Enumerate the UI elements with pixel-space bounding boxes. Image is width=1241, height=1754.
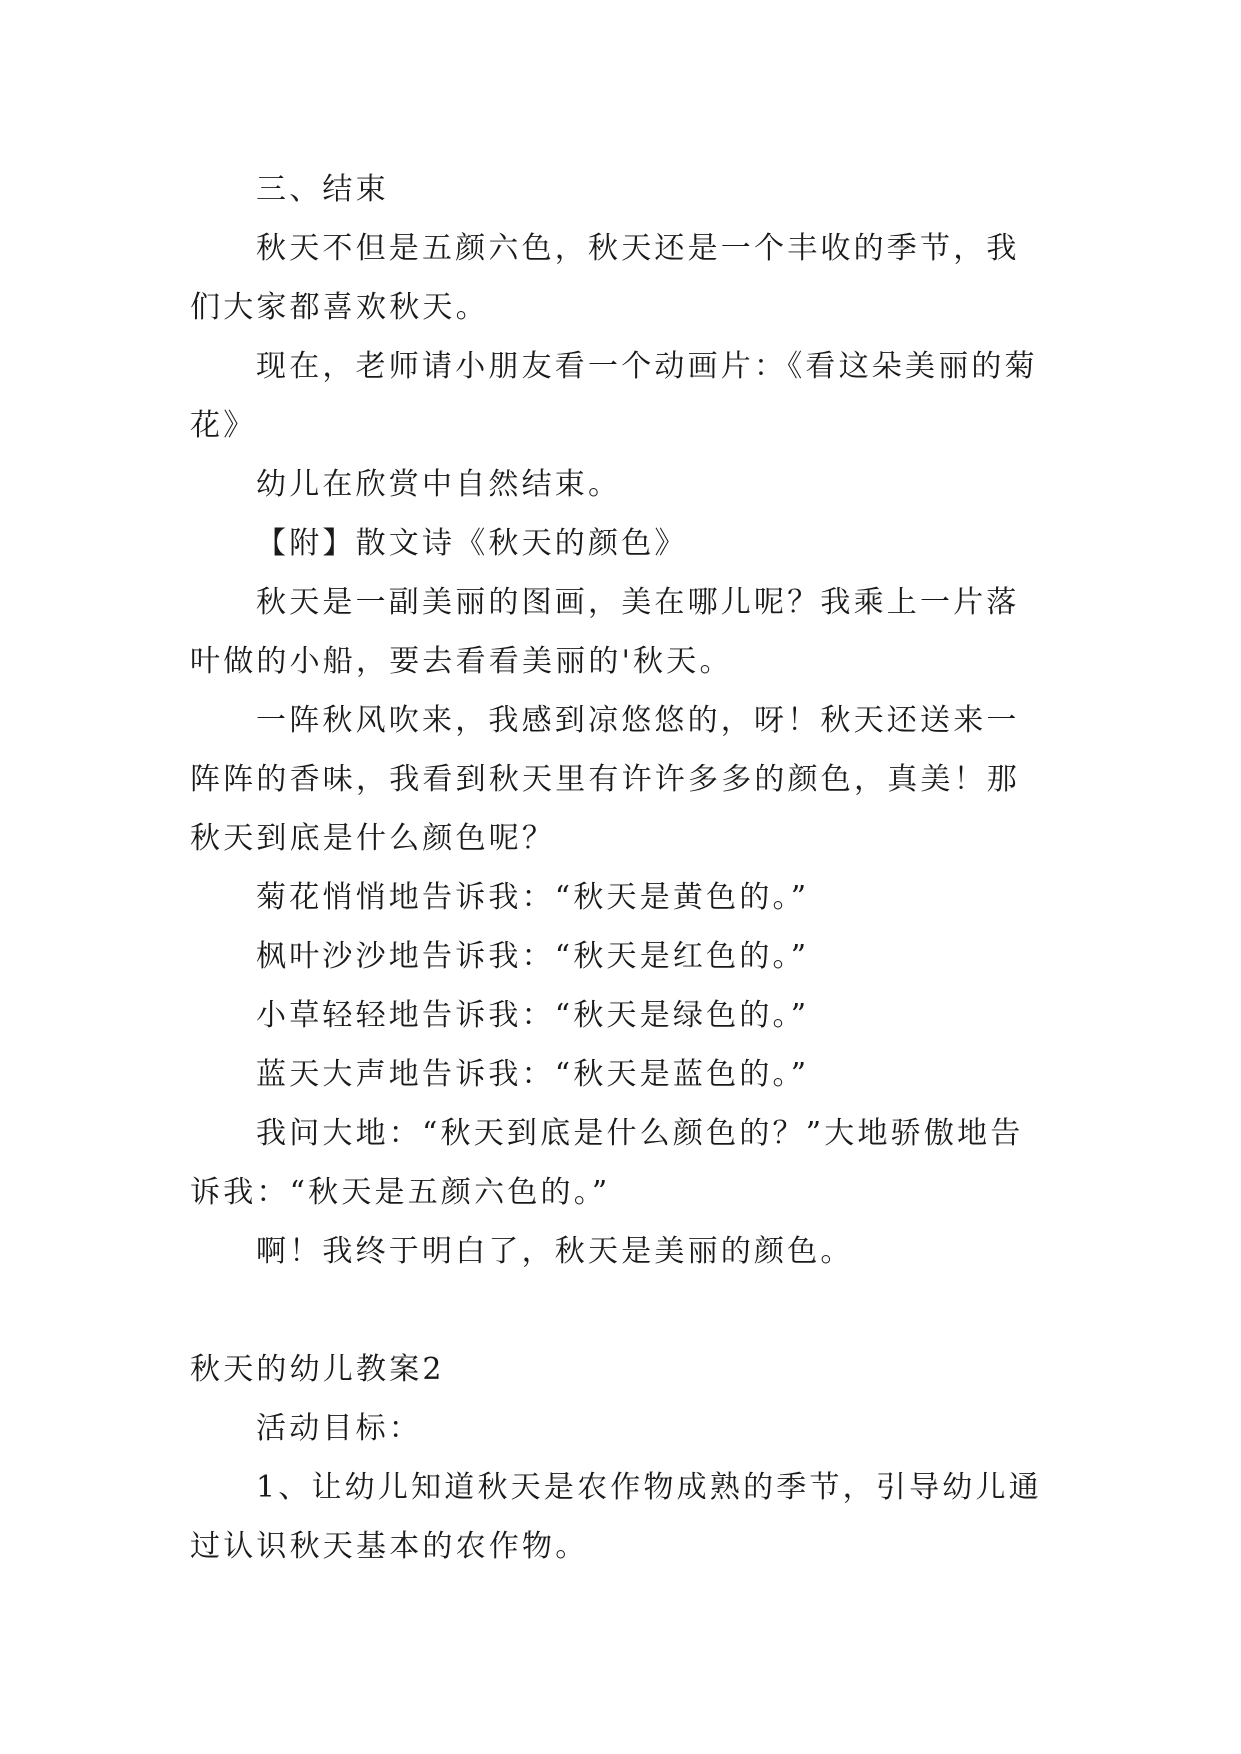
poem-line: 枫叶沙沙地告诉我：“秋天是红色的。” xyxy=(256,939,810,974)
section-heading-ending: 三、结束 xyxy=(256,172,389,207)
poem-paragraph: 一阵秋风吹来，我感到凉悠悠的，呀！秋天还送来一阵阵的香味，我看到秋天里有许许多多的颜色，真美！那秋天到底是什么颜色呢？ xyxy=(190,703,1020,856)
activity-goal-item: 1、让幼儿知道秋天是农作物成熟的季节，引导幼儿通过认识秋天基本的农作物。 xyxy=(190,1470,1042,1564)
paragraph: 幼儿在欣赏中自然结束。 xyxy=(256,467,622,502)
poem-paragraph: 啊！我终于明白了，秋天是美丽的颜色。 xyxy=(256,1234,854,1269)
poem-line: 菊花悄悄地告诉我：“秋天是黄色的。” xyxy=(256,880,810,915)
paragraph: 现在，老师请小朋友看一个动画片：《看这朵美丽的菊花》 xyxy=(190,349,1038,443)
document-body xyxy=(190,160,1052,1576)
section-spacer xyxy=(190,1281,1052,1340)
poem-paragraph: 秋天是一副美丽的图画，美在哪儿呢？我乘上一片落叶做的小船，要去看看美丽的'秋天。 xyxy=(190,585,1020,679)
lesson-plan-title: 秋天的幼儿教案2 xyxy=(190,1352,445,1387)
poem-line: 蓝天大声地告诉我：“秋天是蓝色的。” xyxy=(256,1057,810,1092)
paragraph: 秋天不但是五颜六色，秋天还是一个丰收的季节，我们大家都喜欢秋天。 xyxy=(190,231,1020,325)
activity-goals-heading: 活动目标： xyxy=(256,1411,422,1446)
poem-paragraph: 我问大地：“秋天到底是什么颜色的？”大地骄傲地告诉我：“秋天是五颜六色的。” xyxy=(190,1116,1024,1210)
poem-line: 小草轻轻地告诉我：“秋天是绿色的。” xyxy=(256,998,810,1033)
appendix-title: 【附】散文诗《秋天的颜色》 xyxy=(256,526,688,561)
